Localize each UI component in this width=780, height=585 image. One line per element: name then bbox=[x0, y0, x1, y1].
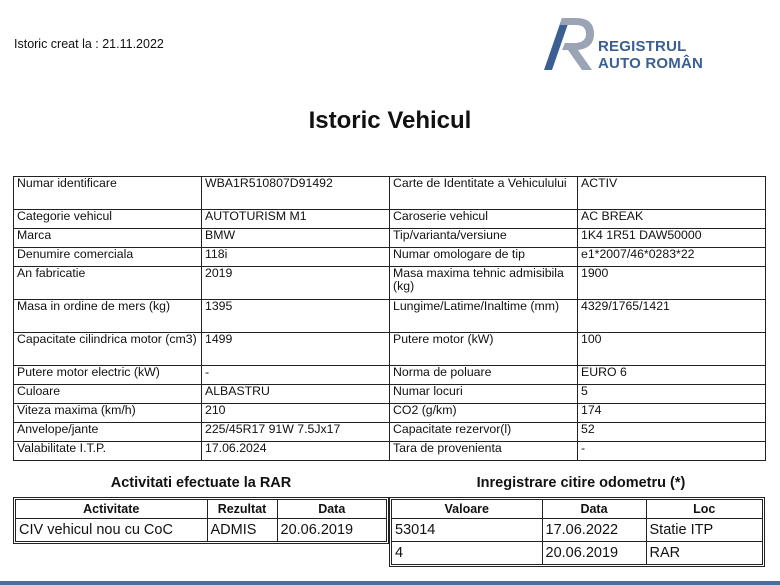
field-value: e1*2007/46*0283*22 bbox=[578, 248, 766, 267]
field-label: Capacitate cilindrica motor (cm3) bbox=[14, 333, 202, 366]
field-value: - bbox=[578, 442, 766, 461]
logo-line-2: AUTO ROMÂN bbox=[598, 55, 704, 72]
field-value: 225/45R17 91W 7.5Jx17 bbox=[202, 423, 390, 442]
odometer-cell: 17.06.2022 bbox=[542, 519, 646, 542]
bottom-divider bbox=[0, 581, 780, 585]
odometer-cell: 53014 bbox=[392, 519, 542, 542]
field-value: 1499 bbox=[202, 333, 390, 366]
field-label: Valabilitate I.T.P. bbox=[14, 442, 202, 461]
field-label: Tara de provenienta bbox=[390, 442, 578, 461]
odometer-cell: 20.06.2019 bbox=[542, 542, 646, 565]
field-label: Putere motor electric (kW) bbox=[14, 366, 202, 385]
activities-cell: ADMIS bbox=[207, 519, 277, 542]
activities-column-header: Data bbox=[277, 500, 386, 519]
activities-table-box bbox=[13, 497, 389, 544]
activities-table bbox=[16, 500, 386, 541]
logo-line-1: REGISTRUL bbox=[598, 38, 687, 55]
detail-row bbox=[14, 248, 766, 267]
odometer-table bbox=[392, 500, 762, 564]
field-label: Marca bbox=[14, 229, 202, 248]
field-label: An fabricatie bbox=[14, 267, 202, 300]
detail-row bbox=[14, 385, 766, 404]
field-label: Anvelope/jante bbox=[14, 423, 202, 442]
field-label: Numar identificare bbox=[14, 177, 202, 210]
detail-row bbox=[14, 404, 766, 423]
field-value: 118i bbox=[202, 248, 390, 267]
field-label: Capacitate rezervor(l) bbox=[390, 423, 578, 442]
field-value: AUTOTURISM M1 bbox=[202, 210, 390, 229]
vehicle-details-table bbox=[13, 176, 766, 461]
field-label: Lungime/Latime/Inaltime (mm) bbox=[390, 300, 578, 333]
field-value: 2019 bbox=[202, 267, 390, 300]
field-value: AC BREAK bbox=[578, 210, 766, 229]
field-value: 1900 bbox=[578, 267, 766, 300]
field-label: Categorie vehicul bbox=[14, 210, 202, 229]
detail-row bbox=[14, 442, 766, 461]
page-title: Istoric Vehicul bbox=[308, 107, 472, 134]
field-value: - bbox=[202, 366, 390, 385]
field-value: 174 bbox=[578, 404, 766, 423]
odometer-column-header: Data bbox=[542, 500, 646, 519]
activities-column-header: Rezultat bbox=[207, 500, 277, 519]
table-row bbox=[16, 519, 386, 542]
odometer-heading: Inregistrare citire odometru (*) bbox=[476, 475, 686, 491]
field-label: Masa in ordine de mers (kg) bbox=[14, 300, 202, 333]
detail-row bbox=[14, 267, 766, 300]
field-value: BMW bbox=[202, 229, 390, 248]
odometer-cell: Statie ITP bbox=[646, 519, 762, 542]
field-label: CO2 (g/km) bbox=[390, 404, 578, 423]
field-label: Numar locuri bbox=[390, 385, 578, 404]
field-value: 210 bbox=[202, 404, 390, 423]
field-label: Norma de poluare bbox=[390, 366, 578, 385]
activities-cell: CIV vehicul nou cu CoC bbox=[16, 519, 207, 542]
detail-row bbox=[14, 333, 766, 366]
detail-row bbox=[14, 300, 766, 333]
field-label: Putere motor (kW) bbox=[390, 333, 578, 366]
field-value: ACTIV bbox=[578, 177, 766, 210]
rar-logo-icon bbox=[540, 12, 598, 74]
odometer-column-header: Valoare bbox=[392, 500, 542, 519]
field-label: Viteza maxima (km/h) bbox=[14, 404, 202, 423]
field-value: 17.06.2024 bbox=[202, 442, 390, 461]
field-value: WBA1R510807D91492 bbox=[202, 177, 390, 210]
field-value: ALBASTRU bbox=[202, 385, 390, 404]
odometer-column-header: Loc bbox=[646, 500, 762, 519]
table-row bbox=[392, 519, 762, 542]
detail-row bbox=[14, 177, 766, 210]
odometer-cell: RAR bbox=[646, 542, 762, 565]
odometer-table-box bbox=[389, 497, 765, 567]
field-label: Culoare bbox=[14, 385, 202, 404]
field-label: Denumire comerciala bbox=[14, 248, 202, 267]
field-label: Tip/varianta/versiune bbox=[390, 229, 578, 248]
odometer-cell: 4 bbox=[392, 542, 542, 565]
field-value: EURO 6 bbox=[578, 366, 766, 385]
field-value: 5 bbox=[578, 385, 766, 404]
detail-row bbox=[14, 366, 766, 385]
history-created-date: Istoric creat la : 21.11.2022 bbox=[14, 37, 164, 51]
table-row bbox=[392, 542, 762, 565]
detail-row bbox=[14, 229, 766, 248]
field-label: Carte de Identitate a Vehiculului bbox=[390, 177, 578, 210]
field-value: 1395 bbox=[202, 300, 390, 333]
field-value: 4329/1765/1421 bbox=[578, 300, 766, 333]
field-label: Masa maxima tehnic admisibila (kg) bbox=[390, 267, 578, 300]
field-value: 100 bbox=[578, 333, 766, 366]
activities-cell: 20.06.2019 bbox=[277, 519, 386, 542]
activities-column-header: Activitate bbox=[16, 500, 207, 519]
field-label: Numar omologare de tip bbox=[390, 248, 578, 267]
rar-logo bbox=[540, 12, 770, 82]
activities-heading: Activitati efectuate la RAR bbox=[110, 475, 292, 491]
field-label: Caroserie vehicul bbox=[390, 210, 578, 229]
field-value: 52 bbox=[578, 423, 766, 442]
field-value: 1K4 1R51 DAW50000 bbox=[578, 229, 766, 248]
detail-row bbox=[14, 423, 766, 442]
detail-row bbox=[14, 210, 766, 229]
